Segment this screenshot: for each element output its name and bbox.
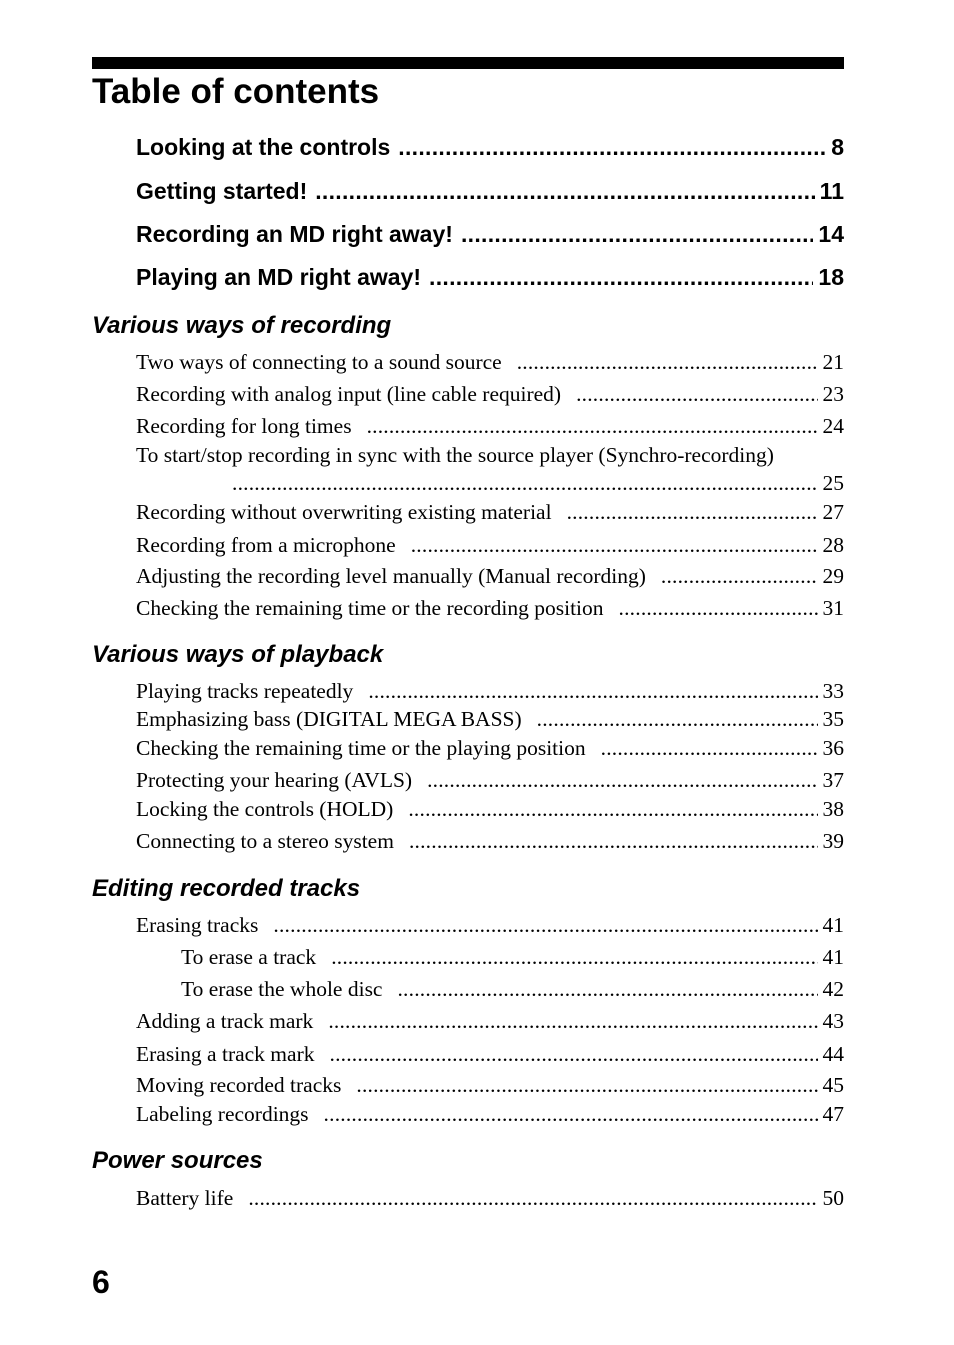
entry-page: 43 <box>822 1009 844 1033</box>
toc-entry[interactable] <box>136 705 844 733</box>
entry-text: Two ways of connecting to a sound source <box>136 350 502 374</box>
entry-text: Getting started! <box>136 178 308 204</box>
entry-page: 45 <box>822 1073 844 1097</box>
dot-leader <box>368 677 817 705</box>
entry-text: Checking the remaining time or the recording position <box>136 596 604 620</box>
entry-page: 33 <box>822 679 844 703</box>
toc-entry[interactable] <box>136 412 844 440</box>
entry-text: Moving recorded tracks <box>136 1073 342 1097</box>
dot-leader <box>367 412 818 440</box>
toc-entry[interactable] <box>136 531 844 559</box>
entry-page: 41 <box>822 913 844 937</box>
dot-leader <box>248 1184 817 1212</box>
toc-entry-recording-right-away[interactable] <box>136 219 844 249</box>
toc-entry[interactable] <box>136 348 844 376</box>
page-number: 6 <box>92 1264 110 1300</box>
dot-leader <box>328 1007 817 1035</box>
toc-entry-continuation[interactable] <box>232 469 844 497</box>
dot-leader <box>356 1071 817 1099</box>
entry-page: 25 <box>822 471 844 495</box>
dot-leader <box>601 734 818 762</box>
entry-text: Labeling recordings <box>136 1102 309 1126</box>
toc-entry-text-wrapped[interactable]: To start/stop recording in sync with the source player (Synchro-recording) <box>136 443 774 467</box>
entry-text: Emphasizing bass (DIGITAL MEGA BASS) <box>136 707 522 731</box>
toc-entry[interactable] <box>136 734 844 762</box>
dot-leader <box>517 348 818 376</box>
dot-leader <box>397 975 817 1003</box>
section-heading-editing: Editing recorded tracks <box>92 875 361 902</box>
entry-page: 28 <box>822 533 844 557</box>
dot-leader <box>398 132 826 162</box>
entry-text: Looking at the controls <box>136 134 391 160</box>
entry-page: 11 <box>819 178 844 204</box>
dot-leader <box>330 1040 818 1068</box>
toc-entry[interactable] <box>136 1184 844 1212</box>
toc-entry[interactable] <box>136 562 844 590</box>
entry-text: Adding a track mark <box>136 1009 314 1033</box>
entry-text: Protecting your hearing (AVLS) <box>136 768 413 792</box>
entry-text: Recording from a microphone <box>136 533 396 557</box>
entry-page: 23 <box>822 382 844 406</box>
toc-entry[interactable] <box>136 1100 844 1128</box>
entry-text: To erase the whole disc <box>181 977 383 1001</box>
toc-entry[interactable] <box>136 380 844 408</box>
toc-entry[interactable] <box>136 1040 844 1068</box>
entry-text: Erasing tracks <box>136 913 259 937</box>
dot-leader <box>429 262 813 292</box>
dot-leader <box>331 943 817 971</box>
entry-text: Adjusting the recording level manually (Manual recording) <box>136 564 646 588</box>
toc-entry[interactable] <box>136 677 844 705</box>
dot-leader <box>661 562 818 590</box>
dot-leader <box>232 469 818 497</box>
entry-page: 42 <box>822 977 844 1001</box>
toc-entry[interactable] <box>136 795 844 823</box>
entry-page: 29 <box>822 564 844 588</box>
entry-text: To erase a track <box>181 945 317 969</box>
entry-page: 44 <box>822 1042 844 1066</box>
entry-text: Recording without overwriting existing material <box>136 500 552 524</box>
dot-leader <box>324 1100 818 1128</box>
dot-leader <box>273 911 817 939</box>
toc-entry-getting-started[interactable] <box>136 176 844 206</box>
entry-text: Battery life <box>136 1186 234 1210</box>
entry-text: Locking the controls (HOLD) <box>136 797 394 821</box>
dot-leader <box>408 795 817 823</box>
dot-leader <box>619 594 818 622</box>
toc-entry[interactable] <box>136 498 844 526</box>
entry-text: Connecting to a stereo system <box>136 829 394 853</box>
section-heading-power: Power sources <box>92 1147 263 1174</box>
entry-page: 27 <box>822 500 844 524</box>
entry-page: 35 <box>822 707 844 731</box>
entry-page: 36 <box>822 736 844 760</box>
toc-entry[interactable] <box>136 1071 844 1099</box>
dot-leader <box>409 827 818 855</box>
section-heading-playback: Various ways of playback <box>92 641 384 668</box>
entry-text: Checking the remaining time or the playing position <box>136 736 586 760</box>
dot-leader <box>576 380 817 408</box>
entry-text: Recording with analog input (line cable required) <box>136 382 562 406</box>
entry-page: 47 <box>822 1102 844 1126</box>
entry-text: Recording for long times <box>136 414 352 438</box>
entry-page: 41 <box>822 945 844 969</box>
toc-entry[interactable] <box>136 766 844 794</box>
header-rule <box>92 57 844 69</box>
entry-page: 39 <box>822 829 844 853</box>
toc-entry[interactable] <box>136 1007 844 1035</box>
toc-entry[interactable] <box>136 911 844 939</box>
dot-leader <box>411 531 818 559</box>
page-title: Table of contents <box>92 72 380 111</box>
toc-entry-looking-at-controls[interactable] <box>136 132 844 162</box>
entry-page: 37 <box>822 768 844 792</box>
toc-entry-playing-right-away[interactable] <box>136 262 844 292</box>
entry-page: 24 <box>822 414 844 438</box>
dot-leader <box>315 176 814 206</box>
entry-text: Playing an MD right away! <box>136 264 421 290</box>
entry-page: 14 <box>818 221 844 247</box>
section-heading-recording: Various ways of recording <box>92 312 392 339</box>
dot-leader <box>461 219 813 249</box>
entry-text: Erasing a track mark <box>136 1042 315 1066</box>
entry-page: 38 <box>822 797 844 821</box>
entry-page: 18 <box>818 264 844 290</box>
dot-leader <box>537 705 818 733</box>
toc-subentry[interactable] <box>181 975 844 1003</box>
entry-page: 21 <box>822 350 844 374</box>
entry-page: 50 <box>822 1186 844 1210</box>
toc-entry[interactable] <box>136 594 844 622</box>
entry-page: 31 <box>822 596 844 620</box>
dot-leader <box>427 766 817 794</box>
entry-text: Recording an MD right away! <box>136 221 453 247</box>
dot-leader <box>567 498 818 526</box>
toc-subentry[interactable] <box>181 943 844 971</box>
toc-entry[interactable] <box>136 827 844 855</box>
entry-text: Playing tracks repeatedly <box>136 679 354 703</box>
entry-page: 8 <box>831 134 844 160</box>
